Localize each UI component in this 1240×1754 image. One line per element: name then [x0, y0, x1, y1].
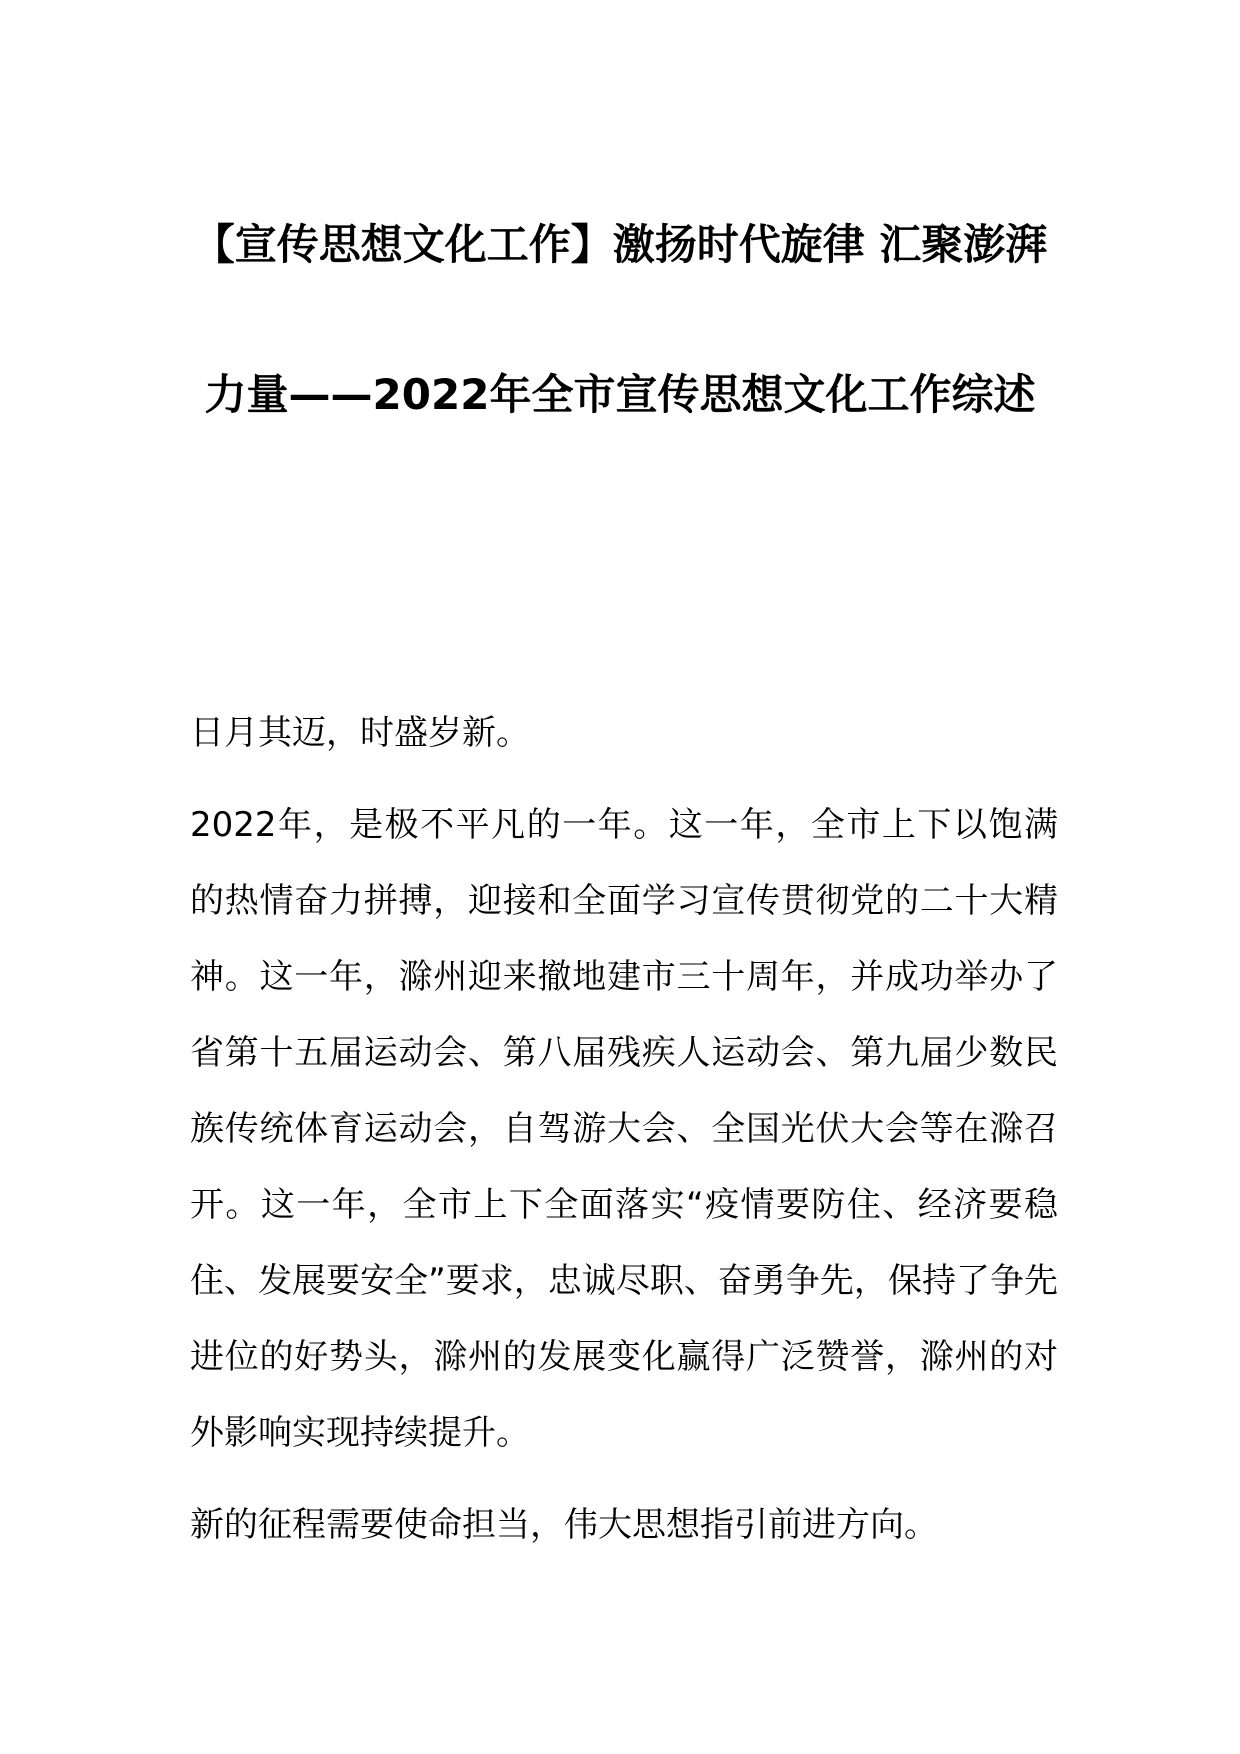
paragraph: 2022年，是极不平凡的一年。这一年，全市上下以饱满的热情奋力拼搏，迎接和全面学习宣传贯彻党的二十大精神。这一年，滁州迎来撤地建市三十周年，并成功举办了省第十五届运动会、第八届残疾人运动会、第九届少数民族传统体育运动会，自驾游大会、全国光伏大会等在滁召开。这一年，全市上下全面落实“疫情要防住、经济要稳住、发展要安全”要求，忠诚尽职、奋勇争先，保持了争先进位的好势头，滁州的发展变化赢得广泛赞誉，滁州的对外影响实现持续提升。 — [190, 805, 1058, 1453]
paragraph: 新的征程需要使命担当，伟大思想指引前进方向。 — [190, 1505, 938, 1545]
paragraph: 日月其迈，时盛岁新。 — [190, 713, 530, 753]
document-title: 【宣传思想文化工作】激扬时代旋律 汇聚澎湃力量——2022年全市宣传思想文化工作综述 — [192, 220, 1048, 419]
document-body — [190, 695, 1058, 1579]
